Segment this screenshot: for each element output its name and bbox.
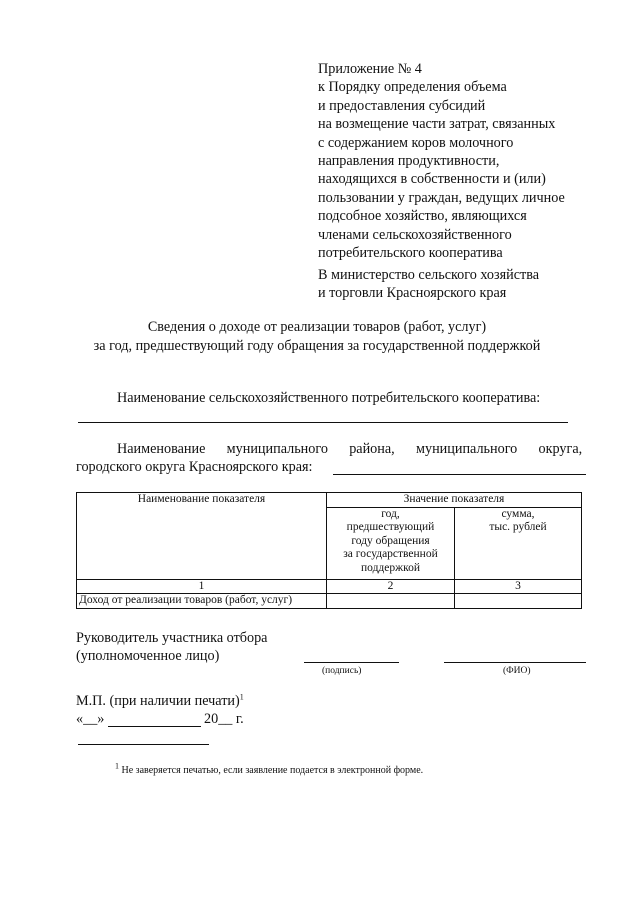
subheader-year-line: год, (381, 508, 400, 520)
subheader-year-line: году обращения (351, 534, 430, 547)
cooperative-name-label: Наименование сельскохозяйственного потребительского кооператива: (117, 390, 541, 406)
footnote-text: Не заверяется печатью, если заявление подается в электронной форме. (121, 765, 424, 776)
date-month-field[interactable] (108, 726, 201, 727)
income-table (76, 492, 582, 609)
subheader-sum-line: тыс. рублей (489, 521, 547, 534)
municipality-name-field[interactable] (333, 474, 586, 475)
recipient-block (318, 266, 539, 303)
appendix-line: с содержанием коров молочного (318, 134, 514, 151)
municipality-label-line-1: Наименование муниципального района, муниципального округа, (117, 441, 583, 457)
subheader-previous-year (327, 508, 455, 580)
appendix-line: находящихся в собственности и (или) (318, 171, 546, 188)
head-label-line-1: Руководитель участника отбора (76, 630, 268, 646)
stamp-label (76, 693, 244, 710)
document-title-line-2: за год, предшествующий году обращения за государственной поддержкой (93, 338, 541, 354)
appendix-line: направления продуктивности, (318, 153, 500, 170)
column-number: 2 (327, 580, 455, 594)
table-row (77, 594, 582, 608)
head-label-line-2: (уполномоченное лицо) (76, 648, 220, 664)
document-title-line-1: Сведения о доходе от реализации товаров (работ, услуг) (147, 319, 487, 335)
date-prefix: «__» (76, 711, 105, 727)
fio-line[interactable] (444, 662, 586, 663)
subheader-sum (455, 508, 582, 580)
municipality-label-line-2: городского округа Красноярского края: (76, 459, 313, 475)
stamp-label-text: М.П. (при наличии печати) (76, 693, 240, 709)
signature-caption: (подпись) (322, 666, 362, 676)
appendix-line: пользовании у граждан, ведущих личное (318, 189, 565, 206)
cooperative-name-field[interactable] (78, 422, 568, 423)
appendix-line: членами сельскохозяйственного (318, 226, 512, 243)
appendix-line: к Порядку определения объема (318, 79, 507, 96)
recipient-line: В министерство сельского хозяйства (318, 267, 540, 283)
appendix-header (318, 60, 565, 262)
header-indicator-name: Наименование показателя (77, 493, 327, 580)
subheader-year-line: поддержкой (361, 561, 420, 574)
subheader-year-line: предшествующий (346, 521, 435, 534)
footnote (115, 761, 424, 776)
fio-caption: (ФИО) (503, 666, 531, 676)
footnote-reference: 1 (239, 692, 244, 702)
appendix-line: Приложение № 4 (318, 61, 422, 77)
row-value-sum[interactable] (455, 594, 582, 608)
subheader-sum-line: сумма, (501, 508, 535, 520)
footnote-separator (78, 744, 209, 745)
footnote-mark: 1 (115, 761, 119, 771)
signature-line[interactable] (304, 662, 399, 663)
header-indicator-value: Значение показателя (327, 493, 582, 508)
date-year: 20__ г. (204, 711, 244, 727)
row-value-year[interactable] (327, 594, 455, 608)
column-number: 3 (455, 580, 582, 594)
appendix-line: потребительского кооператива (318, 245, 503, 262)
recipient-line: и торговли Красноярского края (318, 285, 507, 302)
appendix-line: и предоставления субсидий (318, 97, 486, 114)
row-indicator: Доход от реализации товаров (работ, услуг) (77, 594, 327, 608)
appendix-line: на возмещение части затрат, связанных (318, 116, 556, 133)
column-number: 1 (77, 580, 327, 594)
appendix-line: подсобное хозяйство, являющихся (318, 208, 527, 225)
subheader-year-line: за государственной (343, 548, 438, 561)
